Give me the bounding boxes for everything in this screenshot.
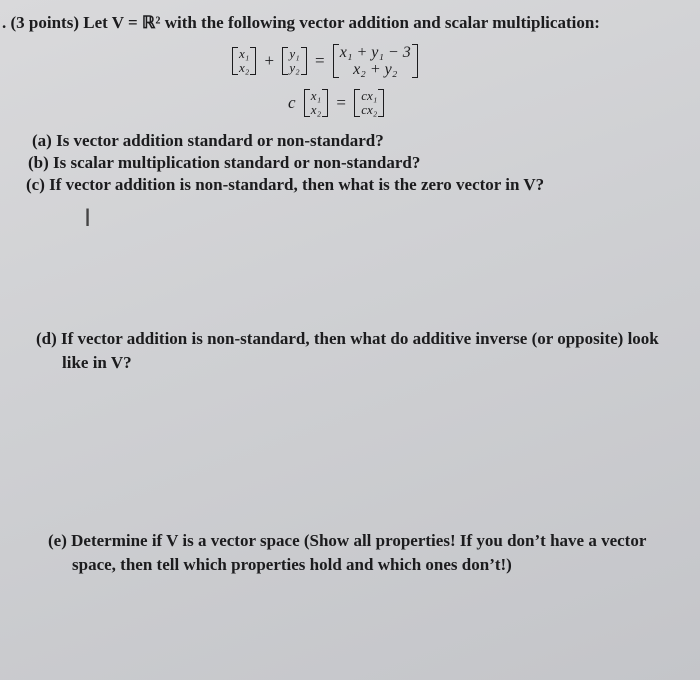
vector-addition-equation — [232, 44, 418, 78]
matrix-y — [282, 47, 306, 75]
matrix-cell: cx₁ — [361, 88, 378, 103]
equals-sign: = — [336, 93, 346, 112]
points-label: . (3 points) — [2, 13, 79, 32]
problem-header — [2, 13, 600, 33]
matrix-x — [232, 47, 256, 75]
matrix-cell: cx₂ — [361, 102, 378, 117]
question-b: (b) Is scalar multiplication standard or non-standard? — [28, 153, 421, 172]
question-c: (c) If vector addition is non-standard, then what is the zero vector in V? — [26, 175, 545, 194]
matrix-cell: x₂ — [310, 102, 322, 117]
matrix-cell: x₁ — [310, 88, 322, 103]
matrix-cell: x₂ + y₂ — [353, 61, 398, 78]
question-e-line1: (e) Determine if V is a vector space (Show all properties! If you don’t have a vector — [48, 531, 647, 550]
matrix-cell: x₁ + y₁ − 3 — [339, 44, 411, 61]
equals-sign: = — [314, 51, 325, 70]
matrix-cell: x₁ — [239, 46, 250, 61]
matrix-cx — [354, 89, 384, 117]
matrix-cell: y₁ — [289, 46, 300, 61]
matrix-cell: x₂ — [239, 60, 250, 75]
scalar-multiplication-equation — [288, 89, 384, 117]
matrix-sum — [333, 44, 418, 78]
question-d-line1: (d) If vector addition is non-standard, then what do additive inverse (or opposite) look — [36, 329, 659, 348]
problem-statement: Let V = ℝ² with the following vector addition and scalar multiplication: — [78, 13, 600, 32]
question-e-line2: space, then tell which properties hold and which ones don’t!) — [72, 555, 512, 574]
matrix-cell: y₂ — [289, 60, 300, 75]
question-a: (a) Is vector addition standard or non-standard? — [32, 131, 384, 150]
text-cursor-icon: I — [84, 204, 92, 232]
question-d-line2: like in V? — [62, 353, 132, 372]
scalar-coefficient: c — [288, 93, 296, 112]
plus-sign: + — [264, 51, 275, 70]
matrix-x — [304, 89, 328, 117]
